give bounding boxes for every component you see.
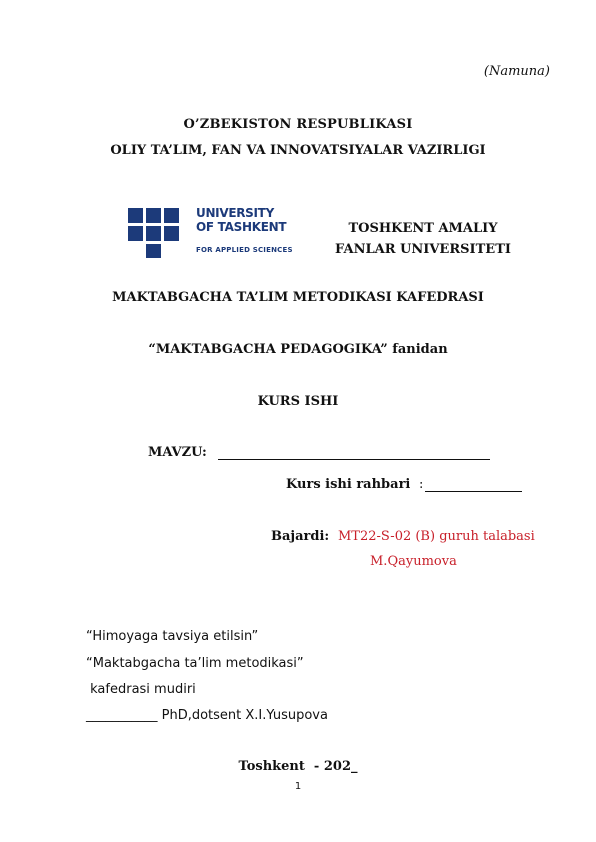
document-type: KURS ISHI — [257, 394, 339, 409]
logo-text-line-3: FOR APPLIED SCIENCES — [196, 246, 293, 254]
department-name: MAKTABGACHA TA’LIM METODIKASI KAFEDRASI — [112, 290, 484, 305]
ministry-line-1: O’ZBEKISTON RESPUBLIKASI — [183, 117, 413, 132]
logo-text-line-1: UNIVERSITY — [196, 206, 274, 220]
approval-line-4: ___________ PhD,dotsent X.I.Yusupova — [86, 708, 328, 723]
subject-title: “MAKTABGACHA PEDAGOGIKA” fanidan — [148, 342, 448, 357]
logo-wordmark — [196, 206, 286, 234]
approval-line-1: “Himoyaga tavsiya etilsin” — [86, 629, 259, 644]
supervisor-fill-line — [425, 491, 522, 492]
student-name: M.Qayumova — [370, 554, 457, 569]
logo-text-line-2: OF TASHKENT — [196, 220, 287, 234]
performer-group: MT22-S-02 (B) guruh talabasi — [338, 529, 535, 544]
supervisor-colon: : — [419, 477, 424, 492]
university-name-line-2: FANLAR UNIVERSITETI — [335, 242, 511, 257]
topic-label: MAVZU: — [148, 445, 207, 460]
supervisor-label: Kurs ishi rahbari — [286, 477, 411, 492]
page-number: 1 — [294, 781, 302, 792]
sample-note: (Namuna) — [483, 64, 550, 79]
topic-fill-line — [218, 459, 490, 460]
approval-line-3: kafedrasi mudiri — [86, 682, 196, 697]
city-year: Toshkent - 202_ — [238, 759, 358, 774]
approval-line-2: “Maktabgacha ta’lim metodikasi” — [86, 656, 304, 671]
performer-label: Bajardi: — [271, 529, 330, 544]
university-name-line-1: TOSHKENT AMALIY — [348, 221, 498, 236]
ministry-line-2: OLIY TA’LIM, FAN VA INNOVATSIYALAR VAZIRLIGI — [110, 143, 486, 158]
